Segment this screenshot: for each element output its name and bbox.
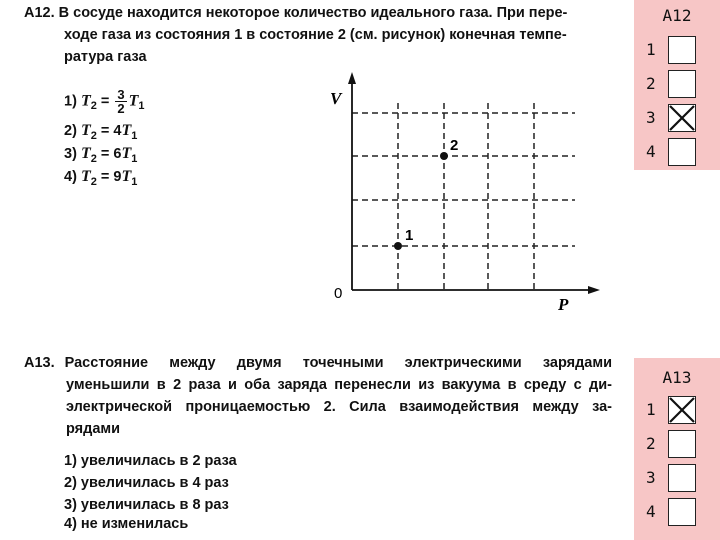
a12-question <box>24 2 624 68</box>
y-axis-arrow <box>348 72 356 84</box>
a12-answer-row-4[interactable]: 4 <box>634 138 720 166</box>
point-1-label: 1 <box>405 227 414 244</box>
a12-line-3: ратура газа <box>64 49 147 65</box>
a12-answer-box-4[interactable] <box>668 138 696 166</box>
origin-label: 0 <box>334 285 343 302</box>
a13-question <box>24 352 612 440</box>
a12-line-2: ходе газа из состояния 1 в состояние 2 (см. рисунок) конечная темпе- <box>64 27 567 43</box>
a13-panel-title: А13 <box>662 368 692 387</box>
a13-line-3: электрической проницаемостью 2. Сила взаимодействия между за- <box>66 399 612 415</box>
a13-answer-row-4[interactable]: 4 <box>634 498 720 526</box>
a12-answer-row-3[interactable]: 3 <box>634 104 720 132</box>
a13-answer-box-2[interactable] <box>668 430 696 458</box>
a13-answer-row-3[interactable]: 3 <box>634 464 720 492</box>
fraction: $\frac{3}{2}$ <box>117 87 125 116</box>
a13-answer-box-4[interactable] <box>668 498 696 526</box>
state-point-1 <box>394 242 402 250</box>
a13-option-1: 1) увеличилась в 2 раза <box>64 453 237 469</box>
a13-number: А13. <box>24 355 55 371</box>
a12-panel-title: А12 <box>662 6 692 25</box>
x-axis-label: P <box>558 295 569 314</box>
a13-line-2: уменьшили в 2 раза и оба заряда перенесли из вакуума в среду с ди- <box>66 377 612 393</box>
a12-answer-box-2[interactable] <box>668 70 696 98</box>
a12-answer-panel <box>634 0 720 170</box>
a12-option-2: 2) $T_2 = 4T_1$ <box>64 122 138 142</box>
a13-option-3: 3) увеличилась в 8 раз <box>64 497 229 513</box>
a12-option-1: 1) $T_2$ = $\frac{3}{2}$ $T_1$ <box>64 87 145 116</box>
check-x-icon <box>668 396 696 424</box>
vp-diagram <box>320 68 610 318</box>
a13-line-4: рядами <box>66 421 121 437</box>
a12-answer-box-3[interactable] <box>668 104 696 132</box>
a12-answer-row-2[interactable]: 2 <box>634 70 720 98</box>
point-2-label: 2 <box>450 137 459 154</box>
a12-option-4: 4) $T_2 = 9T_1$ <box>64 168 138 188</box>
a12-option-3: 3) $T_2 = 6T_1$ <box>64 145 138 165</box>
a12-number: А12. <box>24 5 55 21</box>
y-axis-label: V <box>330 89 342 108</box>
a13-option-4: 4) не изменилась <box>64 516 189 532</box>
a13-line-1: А13. Расстояние между двумя точечными электрическими зарядами <box>24 352 612 374</box>
x-axis-arrow <box>588 286 600 294</box>
a13-answer-row-1[interactable]: 1 <box>634 396 720 424</box>
grid-lines <box>352 103 575 290</box>
a12-line-1: А12. В сосуде находится некоторое количество идеального газа. При пере- <box>24 5 568 21</box>
a13-option-2: 2) увеличилась в 4 раз <box>64 475 229 491</box>
a13-answer-box-3[interactable] <box>668 464 696 492</box>
a12-answer-row-1[interactable]: 1 <box>634 36 720 64</box>
state-point-2 <box>440 152 448 160</box>
check-x-icon <box>668 104 696 132</box>
a13-answer-row-2[interactable]: 2 <box>634 430 720 458</box>
a13-answer-panel <box>634 358 720 540</box>
a12-answer-box-1[interactable] <box>668 36 696 64</box>
a13-answer-box-1[interactable] <box>668 396 696 424</box>
